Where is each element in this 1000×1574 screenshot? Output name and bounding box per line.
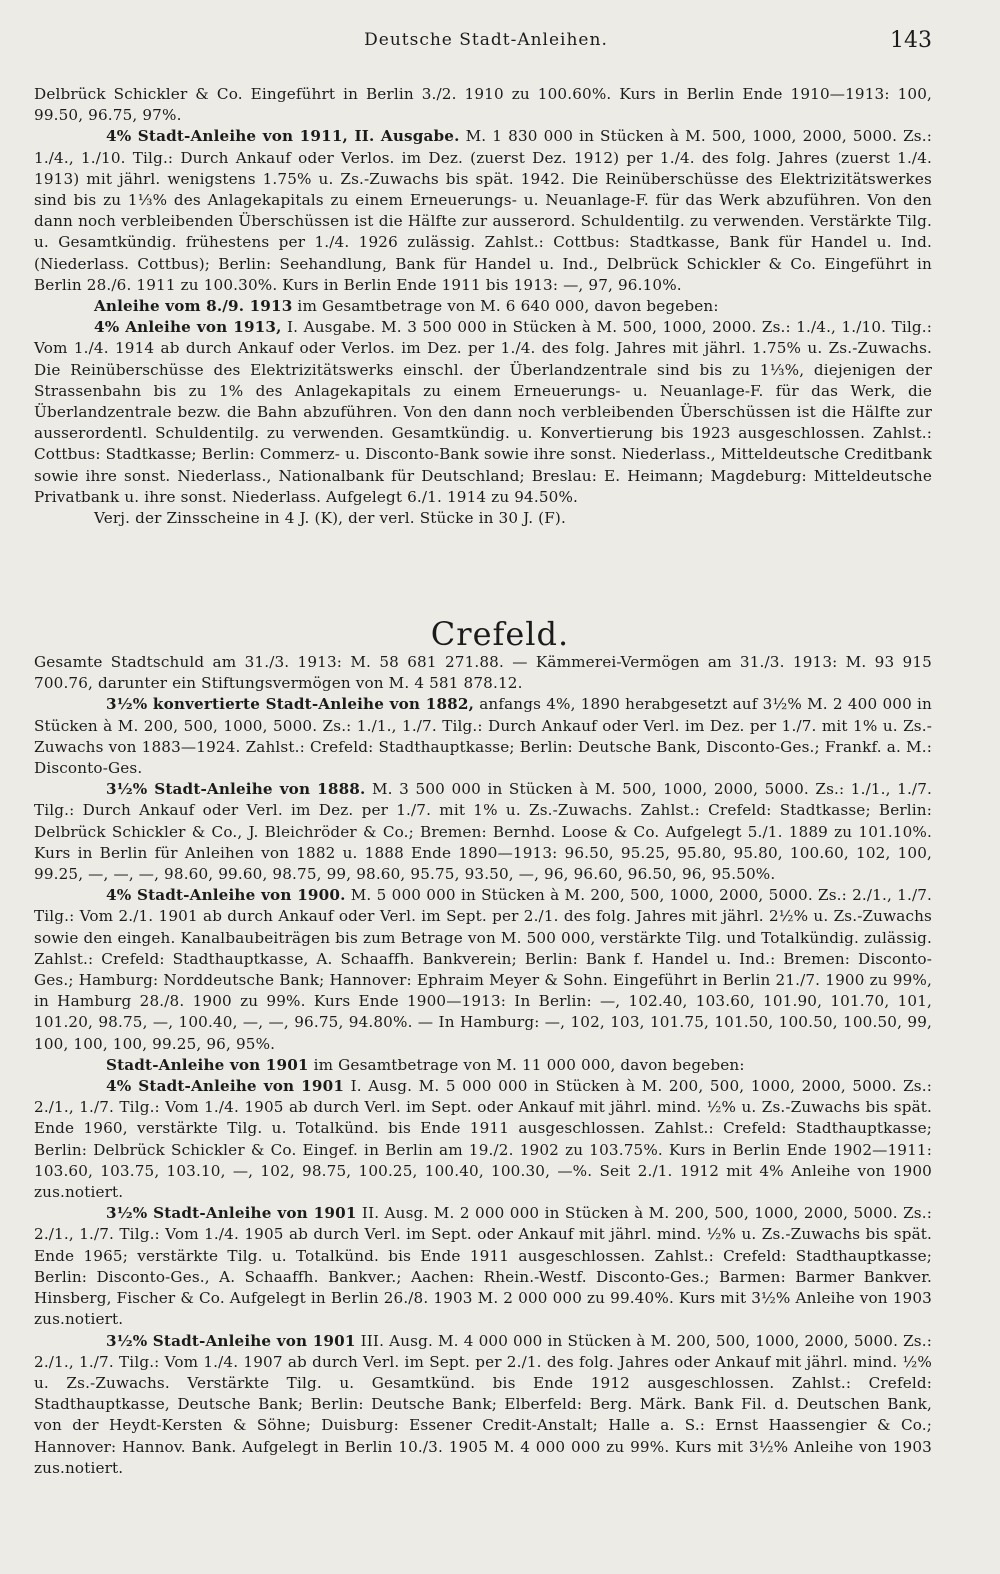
section-title: Crefeld. <box>430 615 570 653</box>
text-column-top <box>34 84 932 529</box>
paragraph <box>34 1076 932 1203</box>
text-run: II. Ausg. M. 2 000 000 in Stücken à M. 200, 500, 1000, 2000, 5000. Zs.: 2./1., 1./7. Tilg.: Vom 1./4. 1905 ab durch Verl. im Sept. oder Ankauf mit jährl. mind. ½% u. Zs.-Zuwachs bis spät. Ende 1965; verstärkte Tilg. u. Totalkünd. bis Ende 1911 ausgeschlossen. Zahlst.: Crefeld: Stadthauptkasse; Berlin: Disconto-Ges., A. Schaaffh. Bankver.; Aachen: Rhein.-Westf. Disconto-Ges.; Barmen: Barmer Bankver. Hinsberg, Fischer & Co. Aufgelegt in Berlin 26./8. 1903 M. 2 000 000 zu 99.40%. Kurs mit 3½% Anleihe von 1903 zus.notiert. <box>34 1204 932 1329</box>
heading-run: Stadt-Anleihe von 1901 <box>106 1055 309 1074</box>
paragraph <box>34 296 932 317</box>
paragraph <box>34 317 932 508</box>
heading-run: 4% Stadt-Anleihe von 1911, II. Ausgabe. <box>106 127 460 146</box>
text-run: III. Ausg. M. 4 000 000 in Stücken à M. 200, 500, 1000, 2000, 5000. Zs.: 2./1., 1./7. Tilg.: Vom 1./4. 1907 ab durch Verl. im Sept. per 2./1. des folg. Jahres oder Ankauf mit jährl. mind. ½% u. Zs.-Zuwachs. Verstärkte Tilg. u. Gesamtkünd. bis Ende 1912 ausgeschlossen. Zahlst.: Crefeld: Stadthauptkasse, Deutsche Bank; Berlin: Deutsche Bank; Elberfeld: Berg. Märk. Bank Fil. d. Deutschen Bank, von der Heydt-Kersten & Söhne; Duisburg: Essener Credit-Anstalt; Halle a. S.: Ernst Haassengier & Co.; Hannover: Hannov. Bank. Aufgelegt in Berlin 10./3. 1905 M. 4 000 000 zu 99%. Kurs mit 3½% Anleihe von 1903 zus.notiert. <box>34 1331 932 1477</box>
heading-run: 3½% Stadt-Anleihe von 1901 <box>106 1331 356 1350</box>
text-run: I. Ausg. M. 5 000 000 in Stücken à M. 200, 500, 1000, 2000, 5000. Zs.: 2./1., 1./7. Tilg.: Vom 1./4. 1905 ab durch Verl. im Sept. oder Ankauf mit jährl. mind. ½% u. Zs.-Zuwachs bis spät. Ende 1960, verstärkte Tilg. u. Totalkünd. bis Ende 1911 ausgeschlossen. Zahlst.: Crefeld: Stadthauptkasse; Berlin: Delbrück Schickler & Co. Eingef. in Berlin am 19./2. 1902 zu 103.75%. Kurs in Berlin Ende 1902—1911: 103.60, 103.75, 103.10, —, 102, 98.75, 100.25, 100.40, 100.30, —%. Seit 2./1. 1912 mit 4% Anleihe von 1900 zus.notiert. <box>34 1077 932 1202</box>
text-run: Verj. der Zinsscheine in 4 J. (K), der verl. Stücke in 30 J. (F). <box>94 509 566 528</box>
text-run: im Gesamtbetrage von M. 11 000 000, davon begeben: <box>308 1055 745 1074</box>
running-title: Deutsche Stadt-Anleihen. <box>364 30 608 50</box>
paragraph <box>34 84 932 126</box>
paragraph <box>34 1055 932 1076</box>
text-run: Delbrück Schickler & Co. Eingeführt in Berlin 3./2. 1910 zu 100.60%. Kurs in Berlin Ende 1910—1913: 100, 99.50, 96.75, 97%. <box>34 85 932 125</box>
text-run: M. 1 830 000 in Stücken à M. 500, 1000, 2000, 5000. Zs.: 1./4., 1./10. Tilg.: Durch Ankauf oder Verlos. im Dez. (zuerst Dez. 1912) per 1./4. des folg. Jahres (zuerst 1./4. 1913) mit jährl. wenigstens 1.75% u. Zs.-Zuwachs bis spät. 1942. Die Reinüberschüsse des Elektrizitätswerkes sind bis zu 1⅓% des Anlagekapitals zu einem Erneuerungs- u. Neuanlage-F. für das Werk abzuführen. Von den dann noch verbleibenden Überschüssen ist die Hälfte zur ausserord. Schuldentilg. zu verwenden. Verstärkte Tilg. u. Gesamtkündig. frühestens per 1./4. 1926 zulässig. Zahlst.: Cottbus: Stadtkasse, Bank für Handel u. Ind. (Niederlass. Cottbus); Berlin: Seehandlung, Bank für Handel u. Ind., Delbrück Schickler & Co. Eingeführt in Berlin 28./6. 1911 zu 100.30%. Kurs in Berlin Ende 1911 bis 1913: —, 97, 96.10%. <box>34 127 932 294</box>
heading-run: 4% Anleihe von 1913, <box>94 318 282 337</box>
heading-run: 3½% Stadt-Anleihe von 1901 <box>106 1204 357 1223</box>
text-run: Gesamte Stadtschuld am 31./3. 1913: M. 58 681 271.88. — Kämmerei-Vermögen am 31./3. 1913: M. 93 915 700.76, darunter ein Stiftungsvermögen von M. 4 581 878.12. <box>34 653 932 693</box>
text-run: M. 5 000 000 in Stücken à M. 200, 500, 1000, 2000, 5000. Zs.: 2./1., 1./7. Tilg.: Vom 2./1. 1901 ab durch Ankauf oder Verl. im Sept. per 2./1. des folg. Jahres mit jährl. 2½% u. Zs.-Zuwachs sowie den eingeh. Kanalbaubeiträgen bis zum Betrage von M. 500 000, verstärkte Tilg. und Totalkündig. zulässig. Zahlst.: Crefeld: Stadthauptkasse, A. Schaaffh. Bankverein; Berlin: Bank f. Handel u. Ind.: Bremen: Disconto-Ges.; Hamburg: Norddeutsche Bank; Hannover: Ephraim Meyer & Sohn. Eingeführt in Berlin 21./7. 1900 zu 99%, in Hamburg 28./8. 1900 zu 99%. Kurs Ende 1900—1913: In Berlin: —, 102.40, 103.60, 101.90, 101.70, 101, 101.20, 98.75, —, 100.40, —, —, 96.75, 94.80%. — In Hamburg: —, 102, 103, 101.75, 101.50, 100.50, 100.50, 99, 100, 100, 100, 99.25, 96, 95%. <box>34 886 932 1053</box>
text-column-bottom <box>34 652 932 1479</box>
page-header <box>40 22 932 62</box>
text-run: I. Ausgabe. M. 3 500 000 in Stücken à M. 500, 1000, 2000. Zs.: 1./4., 1./10. Tilg.: Vom 1./4. 1914 ab durch Ankauf oder Verlos. im Dez. per 1./4. des folg. Jahres mit jährl. 1.75% u. Zs.-Zuwachs. Die Reinüberschüsse des Elektrizitätswerks einschl. der Überlandzentrale sind bis zu 1⅓%, diejenigen der Strassenbahn bis zu 1% des Anlagekapitals zu einem Erneuerungs- u. Neuanlage-F. für das Werk, die Überlandzentrale bezw. die Bahn abzuführen. Von den dann noch verbleibenden Überschüssen ist die Hälfte zur ausserordentl. Schuldentilg. zu verwenden. Gesamtkündig. u. Konvertierung bis 1923 ausgeschlossen. Zahlst.: Cottbus: Stadtkasse; Berlin: Commerz- u. Disconto-Bank sowie ihre sonst. Niederlass., Mitteldeutsche Creditbank sowie ihre sonst. Niederlass., Nationalbank für Deutschland; Breslau: E. Heimann; Magdeburg: Mitteldeutsche Privatbank u. ihre sonst. Niederlass. Aufgelegt 6./1. 1914 zu 94.50%. <box>34 318 932 506</box>
text-run: im Gesamtbetrage von M. 6 640 000, davon begeben: <box>292 297 719 316</box>
text-run: M. 3 500 000 in Stücken à M. 500, 1000, 2000, 5000. Zs.: 1./1., 1./7. Tilg.: Durch Ankauf oder Verl. im Dez. per 1./7. mit 1% u. Zs.-Zuwachs. Zahlst.: Crefeld: Stadtkasse; Berlin: Delbrück Schickler & Co., J. Bleichröder & Co.; Bremen: Bernhd. Loose & Co. Aufgelegt 5./1. 1889 zu 101.10%. Kurs in Berlin für Anleihen von 1882 u. 1888 Ende 1890—1913: 96.50, 95.25, 95.80, 95.80, 100.60, 102, 100, 99.25, —, —, —, 98.60, 99.60, 98.75, 99, 98.60, 95.75, 93.50, —, 96, 96.60, 96.50, 96, 95.50%. <box>34 780 932 884</box>
heading-run: 4% Stadt-Anleihe von 1901 <box>106 1077 345 1096</box>
paragraph <box>34 126 932 296</box>
paragraph <box>34 694 932 779</box>
paragraph <box>34 652 932 694</box>
heading-run: 3½% Stadt-Anleihe von 1888. <box>106 780 366 799</box>
paragraph <box>34 779 932 885</box>
text-run: anfangs 4%, 1890 herabgesetzt auf 3½% M. 2 400 000 in Stücken à M. 200, 500, 1000, 5000. Zs.: 1./1., 1./7. Tilg.: Durch Ankauf oder Verl. im Dez. per 1./7. mit 1% u. Zs.-Zuwachs von 1883—1924. Zahlst.: Crefeld: Stadthauptkasse; Berlin: Deutsche Bank, Disconto-Ges.; Frankf. a. M.: Disconto-Ges. <box>34 695 932 778</box>
heading-run: 4% Stadt-Anleihe von 1900. <box>106 886 346 905</box>
heading-run: 3½% konvertierte Stadt-Anleihe von 1882, <box>106 695 475 714</box>
page-number: 143 <box>890 28 932 53</box>
heading-run: Anleihe vom 8./9. 1913 <box>94 297 293 316</box>
paragraph <box>34 885 932 1055</box>
paragraph <box>34 508 932 529</box>
paragraph <box>34 1203 932 1330</box>
paragraph <box>34 1331 932 1479</box>
